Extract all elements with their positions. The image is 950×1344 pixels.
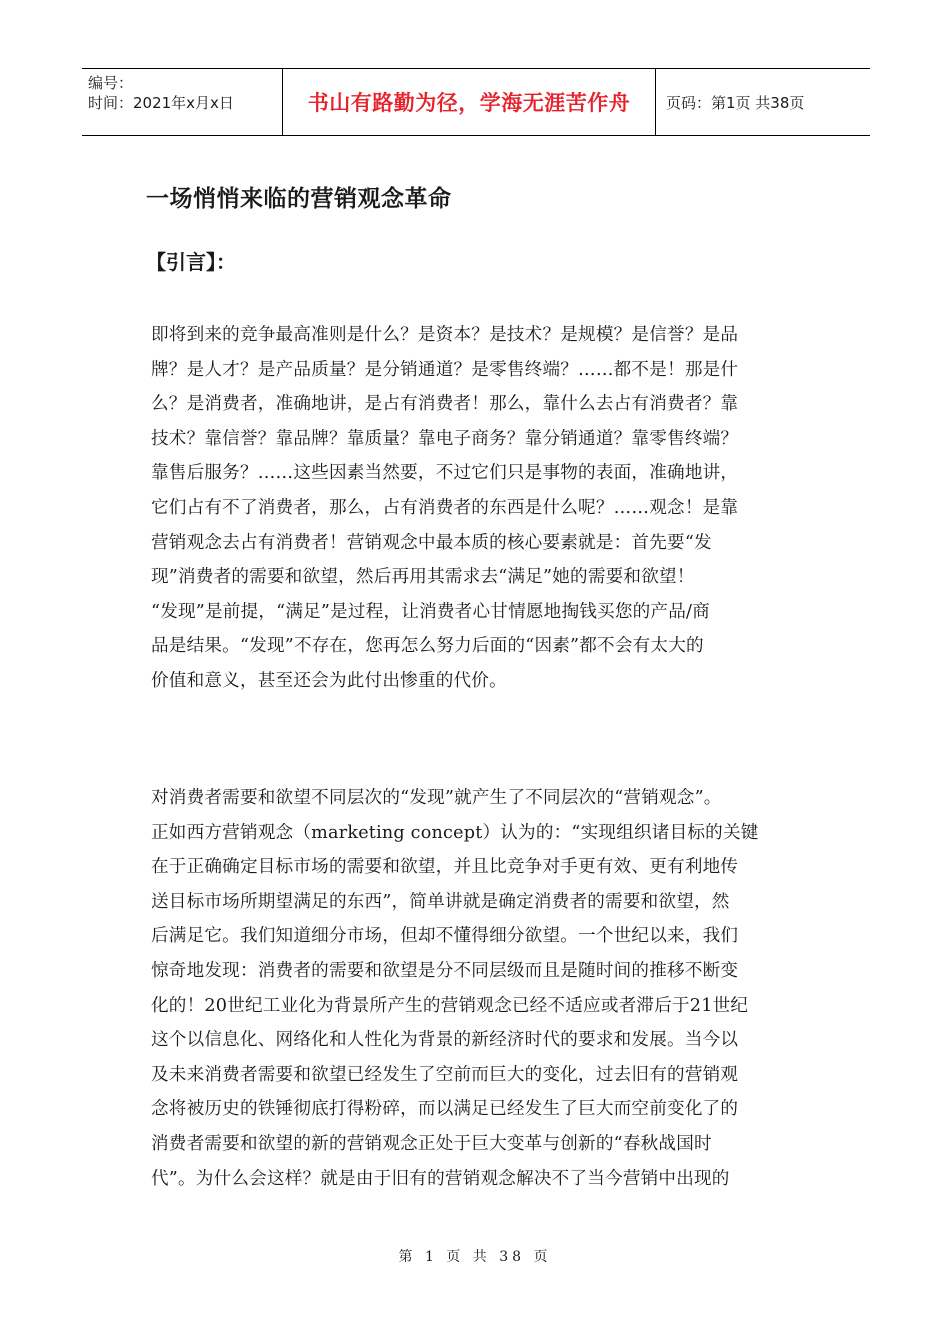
paragraph-line: 念将被历史的铁锤彻底打得粉碎，而以满足已经发生了巨大而空前变化了的 xyxy=(151,1099,739,1120)
intro-heading: 【引言】： xyxy=(146,250,236,274)
page-footer: 第 1 页 共 38 页 xyxy=(398,1249,552,1265)
paragraph-line: 消费者需要和欲望的新的营销观念正处于巨大变革与创新的“春秋战国时 xyxy=(151,1133,712,1154)
paragraph-line: 对消费者需要和欲望不同层次的“发现”就产生了不同层次的“营销观念”。 xyxy=(151,788,722,808)
document-title: 一场悄悄来临的营销观念革命 xyxy=(146,186,452,212)
header-meta xyxy=(82,69,282,135)
paragraph-line: 么？是消费者，准确地讲，是占有消费者！那么，靠什么去占有消费者？靠 xyxy=(151,394,739,415)
paragraph-line: 即将到来的竞争最高准则是什么？是资本？是技术？是规模？是信誉？是品 xyxy=(151,325,739,345)
paragraph-line: 靠售后服务？……这些因素当然要，不过它们只是事物的表面，准确地讲， xyxy=(151,463,739,484)
paragraph-line: 它们占有不了消费者，那么，占有消费者的东西是什么呢？……观念！是靠 xyxy=(151,497,739,518)
paragraph-line: “发现”是前提，“满足”是过程，让消费者心甘情愿地掏钱买您的产品/商 xyxy=(151,601,710,622)
paragraph-line: 技术？靠信誉？靠品牌？靠质量？靠电子商务？靠分销通道？靠零售终端？ xyxy=(151,428,739,449)
paragraph-1 xyxy=(151,318,811,699)
paragraph-2 xyxy=(151,781,811,1196)
paragraph-line: 及未来消费者需要和欲望已经发生了空前而巨大的变化，过去旧有的营销观 xyxy=(151,1064,739,1085)
paragraph-line: 正如西方营销观念（marketing concept）认为的：“实现组织诸目标的关键 xyxy=(151,822,759,843)
paragraph-line: 牌？是人才？是产品质量？是分销通道？是零售终端？……都不是！那是什 xyxy=(151,359,739,380)
paragraph-line: 营销观念去占有消费者！营销观念中最本质的核心要素就是：首先要“发 xyxy=(151,532,712,553)
header-page-info: 页码：第1页 共38页 xyxy=(666,93,805,112)
document-time-label: 时间：2021年x月x日 xyxy=(88,94,234,112)
header-motto: 书山有路勤为径，学海无涯苦作舟 xyxy=(282,69,656,135)
header-table xyxy=(82,68,870,136)
paragraph-line: 化的！20世纪工业化为背景所产生的营销观念已经不适应或者滞后于21世纪 xyxy=(151,995,749,1016)
paragraph-line: 品是结果。“发现”不存在，您再怎么努力后面的“因素”都不会有太大的 xyxy=(151,636,704,657)
paragraph-line: 代”。为什么会这样？就是由于旧有的营销观念解决不了当今营销中出现的 xyxy=(151,1168,730,1189)
paragraph-line: 惊奇地发现：消费者的需要和欲望是分不同层级而且是随时间的推移不断变 xyxy=(151,960,739,981)
paragraph-line: 价值和意义，甚至还会为此付出惨重的代价。 xyxy=(151,670,507,691)
paragraph-line: 这个以信息化、网络化和人性化为背景的新经济时代的要求和发展。当今以 xyxy=(151,1030,739,1051)
paragraph-line: 后满足它。我们知道细分市场，但却不懂得细分欲望。一个世纪以来，我们 xyxy=(151,926,739,947)
paragraph-line: 现”消费者的需要和欲望，然后再用其需求去“满足”她的需要和欲望！ xyxy=(151,567,695,588)
document-number-label: 编号： xyxy=(88,74,134,92)
paragraph-line: 在于正确确定目标市场的需要和欲望，并且比竞争对手更有效、更有利地传 xyxy=(151,857,739,878)
paragraph-line: 送目标市场所期望满足的东西”，简单讲就是确定消费者的需要和欲望，然 xyxy=(151,891,730,912)
